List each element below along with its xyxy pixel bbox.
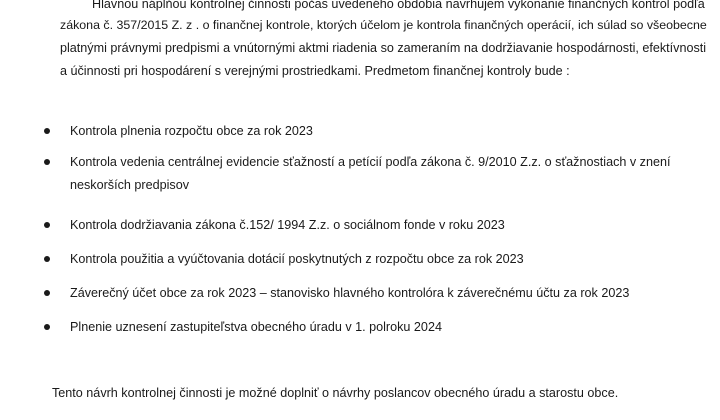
list-item-text: neskorších predpisov bbox=[70, 178, 190, 192]
bullet-icon bbox=[44, 290, 50, 296]
intro-line: Hlavnou náplňou kontrolnej činnosti počas uvedeného obdobia navrhujem vykonanie finančných kontrol podľa bbox=[92, 0, 705, 11]
list-item-text: Kontrola plnenia rozpočtu obce za rok 2023 bbox=[70, 124, 313, 138]
intro-line: a účinnosti pri hospodárení s verejnými prostriedkami. Predmetom finančnej kontroly bude : bbox=[60, 64, 570, 78]
list-item-text: Plnenie uznesení zastupiteľstva obecného úradu v 1. polroku 2024 bbox=[70, 320, 442, 334]
list-item-text: Kontrola použitia a vyúčtovania dotácií poskytnutých z rozpočtu obce za rok 2023 bbox=[70, 252, 524, 266]
bullet-icon bbox=[44, 128, 50, 134]
list-item-text: Kontrola dodržiavania zákona č.152/ 1994 Z.z. o sociálnom fonde v roku 2023 bbox=[70, 218, 505, 232]
bullet-icon bbox=[44, 324, 50, 330]
bullet-icon bbox=[44, 222, 50, 228]
list-item-text: Kontrola vedenia centrálnej evidencie sťažností a petícií podľa zákona č. 9/2010 Z.z. o sťažnostiach v znení bbox=[70, 155, 671, 169]
closing-paragraph: Tento návrh kontrolnej činnosti je možné doplniť o návrhy poslancov obecného úradu a starostu obce. bbox=[52, 386, 619, 400]
intro-line: zákona č. 357/2015 Z. z . o finančnej kontrole, ktorých účelom je kontrola finančných operácií, ich súlad so všeobecne bbox=[60, 18, 707, 32]
bullet-icon bbox=[44, 256, 50, 262]
intro-line: platnými právnymi predpismi a vnútornými aktmi riadenia so zameraním na dodržiavanie hospodárnosti, efektívnosti bbox=[60, 41, 707, 55]
list-item-text: Záverečný účet obce za rok 2023 – stanovisko hlavného kontrolóra k záverečnému účtu za rok 2023 bbox=[70, 286, 630, 300]
bullet-icon bbox=[44, 159, 50, 165]
